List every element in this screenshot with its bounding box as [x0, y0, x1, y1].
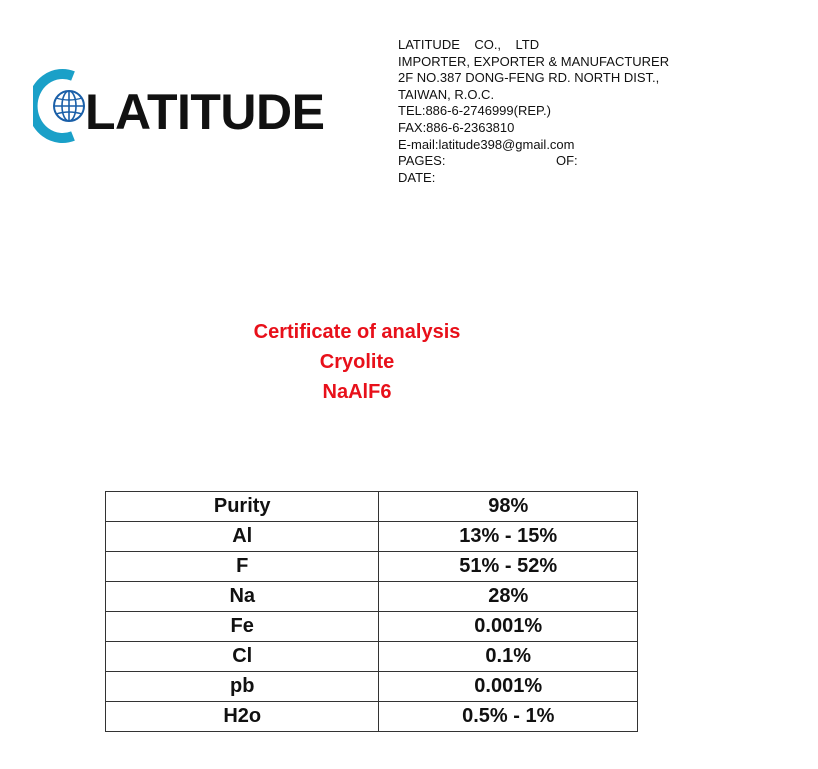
of-label: OF: [556, 153, 578, 169]
title-certificate: Certificate of analysis [253, 321, 461, 343]
address-line: 2F NO.387 DONG-FENG RD. NORTH DIST., [398, 70, 660, 86]
value-cell: 0.1% [379, 642, 638, 672]
company-logo [33, 68, 343, 144]
item-cell: Al [106, 522, 379, 552]
logo-wordmark: LATITUDE [85, 84, 325, 140]
pages-label: PAGES: [398, 153, 446, 169]
pages-field [398, 153, 808, 170]
date-label: DATE: [398, 169, 436, 185]
table-row [106, 642, 638, 672]
email: E-mail:latitude398@gmail.com [398, 136, 575, 152]
table-row [106, 672, 638, 702]
value-cell: 13% - 15% [379, 522, 638, 552]
item-cell: F [106, 552, 379, 582]
value-cell: 98% [379, 492, 638, 522]
value-cell: 0.5% - 1% [379, 702, 638, 732]
letterhead-contact-block [398, 37, 808, 186]
item-cell: H2o [106, 702, 379, 732]
table-row [106, 582, 638, 612]
value-cell: 51% - 52% [379, 552, 638, 582]
value-cell: 0.001% [379, 672, 638, 702]
company-name: LATITUDE CO., LTD [398, 37, 540, 52]
item-cell: Cl [106, 642, 379, 672]
table-row [106, 612, 638, 642]
item-cell: Purity [106, 492, 379, 522]
table-row [106, 492, 638, 522]
value-cell: 28% [379, 582, 638, 612]
document-title [207, 317, 507, 407]
table-row [106, 552, 638, 582]
table-row [106, 702, 638, 732]
company-role: IMPORTER, EXPORTER & MANUFACTURER [398, 53, 670, 69]
telephone: TEL:886-6-2746999(REP.) [398, 103, 551, 119]
table-row [106, 522, 638, 552]
item-cell: pb [106, 672, 379, 702]
fax: FAX:886-6-2363810 [398, 119, 515, 135]
title-product-name: Cryolite [319, 351, 395, 373]
value-cell: 0.001% [379, 612, 638, 642]
address-country: TAIWAN, R.O.C. [398, 86, 495, 102]
item-cell: Fe [106, 612, 379, 642]
globe-c-emblem-icon [33, 68, 93, 144]
item-cell: Na [106, 582, 379, 612]
title-formula: NaAlF6 [322, 381, 392, 403]
analysis-table [105, 491, 638, 732]
